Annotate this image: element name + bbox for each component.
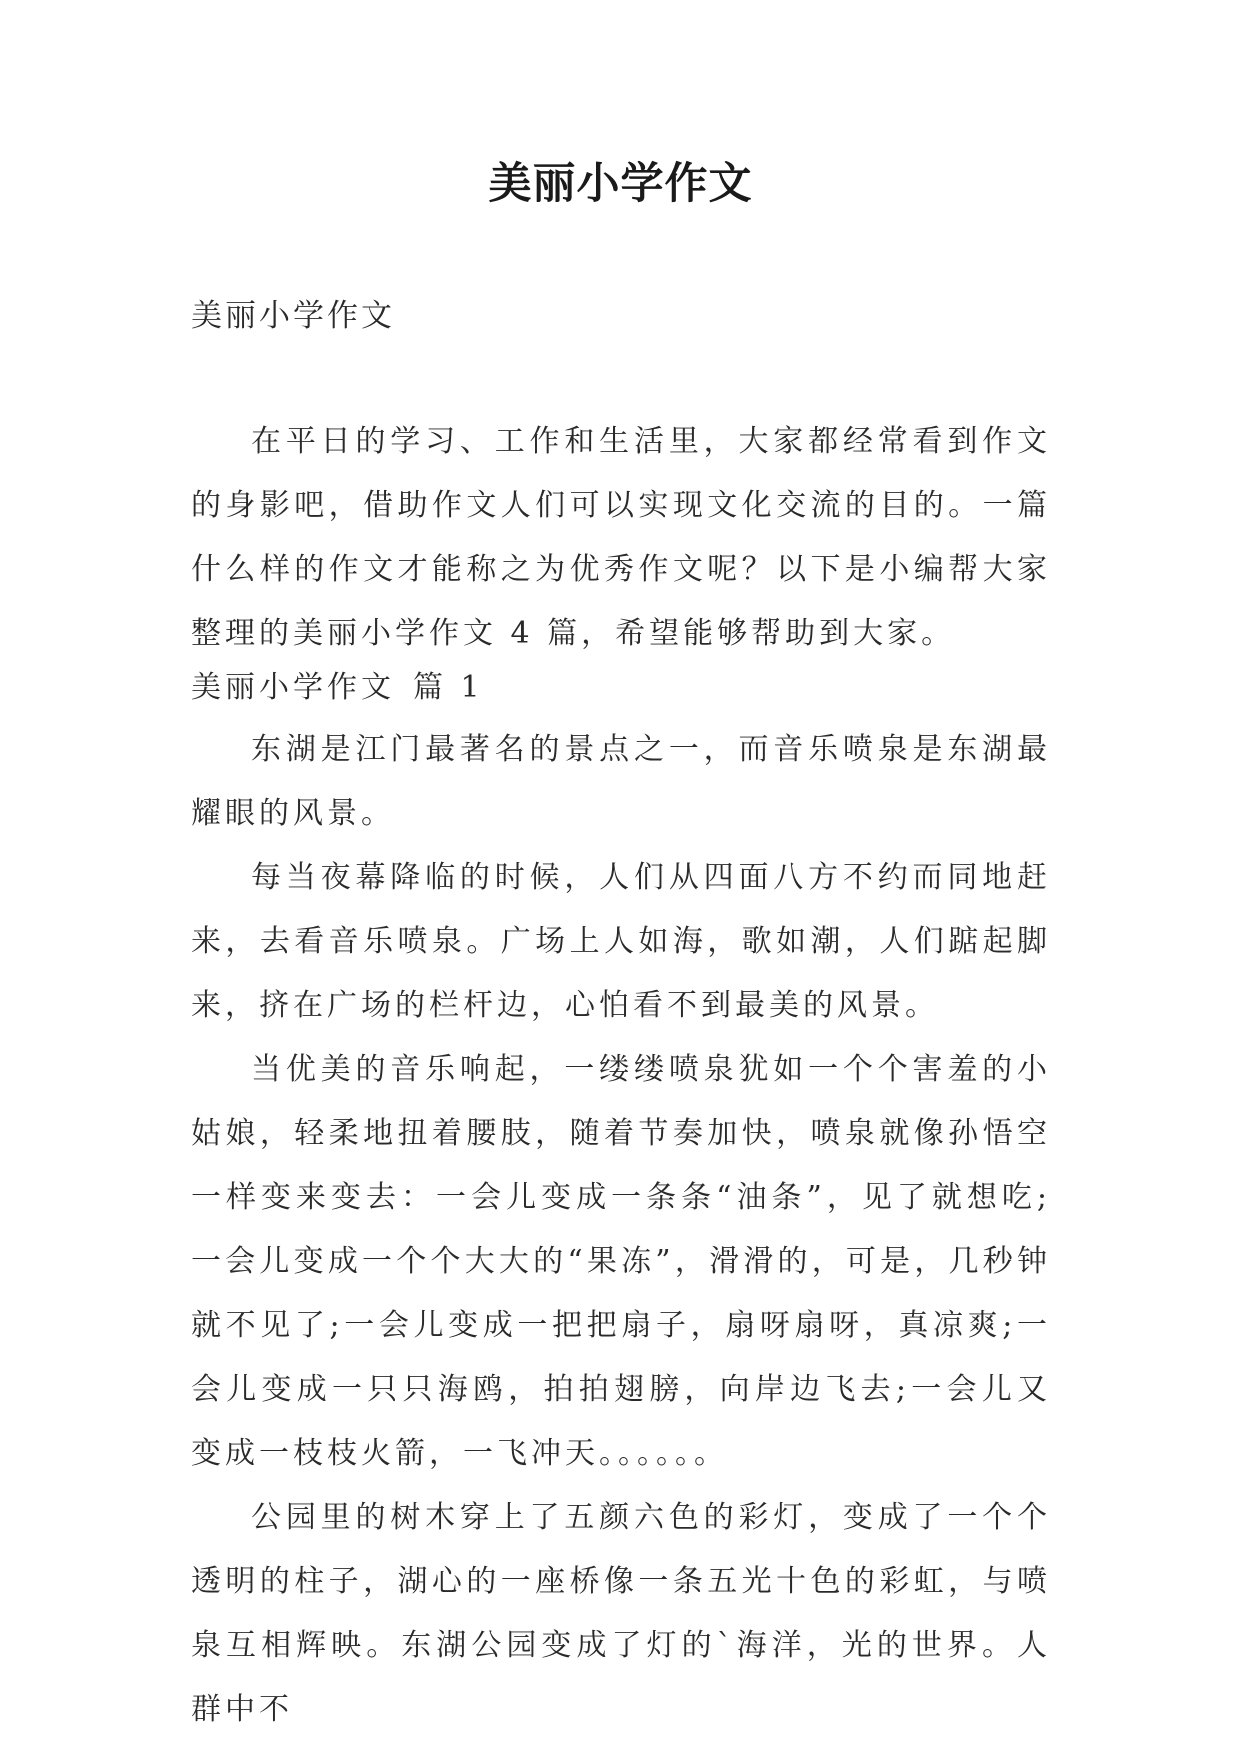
section-heading-part: 篇 1 [413,670,484,705]
document-subtitle: 美丽小学作文 [191,298,395,334]
body-paragraph: 当优美的音乐响起，一缕缕喷泉犹如一个个害羞的小姑娘，轻柔地扭着腰肢，随着节奏加快，喷泉就像孙悟空一样变来变去：一会儿变成一条条“油条”，见了就想吃;一会儿变成一个个大大的“果冻”，滑滑的，可是，几秒钟就不见了;一会儿变成一把把扇子，扇呀扇呀，真凉爽;一会儿变成一只只海鸥，拍拍翅膀，向岸边飞去;一会儿又变成一枝枝火箭，一飞冲天。。。。。。 [191,1052,1051,1471]
intro-paragraph: 在平日的学习、工作和生活里，大家都经常看到作文的身影吧，借助作文人们可以实现文化交流的目的。一篇什么样的作文才能称之为优秀作文呢？以下是小编帮大家整理的美丽小学作文 4 篇，希望能够帮助到大家。 [191,424,1051,651]
document-body [191,410,1051,1742]
document-title: 美丽小学作文 [488,159,753,209]
body-paragraph: 东湖是江门最著名的景点之一，而音乐喷泉是东湖最耀眼的风景。 [191,732,1051,831]
section-heading-title: 美丽小学作文 [191,670,395,705]
section-heading [191,660,1051,716]
body-paragraph: 每当夜幕降临的时候，人们从四面八方不约而同地赶来，去看音乐喷泉。广场上人如海，歌如潮，人们踮起脚来，挤在广场的栏杆边，心怕看不到最美的风景。 [191,860,1051,1023]
body-paragraph: 公园里的树木穿上了五颜六色的彩灯，变成了一个个透明的柱子，湖心的一座桥像一条五光十色的彩虹，与喷泉互相辉映。东湖公园变成了灯的`海洋，光的世界。人群中不 [191,1500,1051,1727]
